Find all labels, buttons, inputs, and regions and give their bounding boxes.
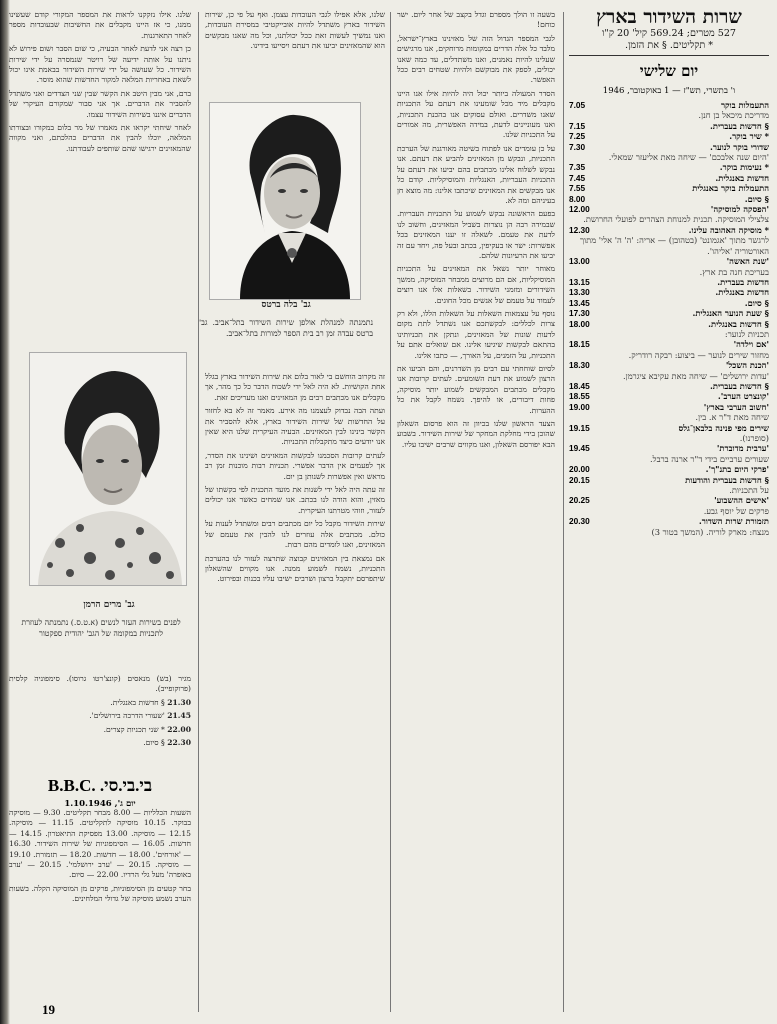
program-title: התעמלות בוקר באנגלית [692, 183, 769, 194]
column-rule [390, 12, 391, 1012]
program-item [569, 475, 769, 496]
program-description: (סופרנו). [739, 433, 769, 443]
program-description: על התכניות. [729, 485, 769, 496]
program-time: 18.45 [569, 380, 590, 391]
program-item [569, 121, 769, 131]
program-item [569, 100, 769, 121]
article-column-2: בשעה זו הולך מספרם וגדל בקצב של אחר ליום. ישר כוחם! לגבי המספר הגדול הזה של מאזינינו בארץ־ישראל, מלבד כל אלה הדרים במקומות מרוחקים, אנו מרגישים שעלינו להיות נאמנים, ואנו משתדלים, עד כמה שאנו יכולים, לספק את מבוקשם ולהיות שטחים רבים ככל האפשר. הסדר המעולה ביותר יכול היה להיות אילו אנו היינו מקבלים מיד מכל שומעינו את דעתם על התכניות שאנו משדרים. ואולם עסוקים אנו בהכנת התכניות, ואנו מעוניינים לדעת, במידה האפשרית, מה אמורים על התכניות שלנו. על כן עומדים אנו לפתוח בשיטה מאורגנת של הערכת התכניות, ונבקש מן המאזינים להביע את דעתם. אנו נבקש לשלוח אלינו מכתבים בהם יביעו את דעתם על התכניות העבריות, האנגליות והמוסיקליות. קודם כל אנו מבקשים את המאזינים שיכתבו אלינו: מה מוצא חן בעיניהם ומה לא. בפעם הראשונה נבקש לשמוע על התכניות העבריות. שבמידה רבה הן נוצרות בשביל המאזינים, וחשוב לנו לדעת את טעמם. לשאלה זו יענו המאזינים בכל אפשרות: ישר או בעקיפין, בכתב ובעל פה, ויחד עם זה יביעו את הרעיונות שלהם. מאוחר יותר נשאל את המאזינים על התכניות המוסיקליות, אם הם מרוצים ממבחר המוסיקה, ממשך השידורים ומזמני השידור. בשאלות אלו אנו רוצים לעמוד על טעמם של אנשים מכל החוגים. נוסף על עצמאות השאלות על השאלות הללו, ולא רק צרות לכללים: לבקשתכם אנו נשתדל לתת מקום לדעות שונות של המאזינים, ונתקן את תכניותינו בהתאם לבקשות שיגיעו אלינו. אם שואלים אתם על התכניות, על הזמנים, על האורך, — כתבו אלינו. לסיום שוחחתי עם רבים מן השדרנים, והם הביעו את הרצון לשמוע את דעת השומעים. לעתים קרובות אנו מקבלים מכתבים המבקשים לשמוע יותר מוסיקה, פחות דיבורים, או להיפך. נשמח לקבל את כל ההערות. הצעד הראשון שלנו בכיוון זה הוא פרסום השאלון שהוכן בידי מחלקת המחקר של שירות השידור. בשבוע הבא יפורסם השאלון, ואנו מקווים שרבים ישיבו עליו. [397, 10, 555, 449]
program-time: 18.55 [569, 391, 590, 402]
program-title: 'חשוב הערבי בארץ' [703, 401, 769, 412]
program-time: 18.15 [569, 339, 590, 350]
program-title: חדשות באנגלית. [715, 172, 769, 183]
program-list [569, 100, 769, 537]
program-description: שעורים ערביים בידי ד"ר ארנה ברבל. [650, 453, 769, 464]
program-item [569, 225, 769, 256]
program-item [569, 298, 769, 308]
program-title: § חדשות בעברית והודעות [685, 474, 769, 485]
program-item [569, 194, 769, 204]
radio-schedule-column [569, 6, 769, 1011]
portrait-woman-photo [30, 353, 186, 585]
program-title: § שעת הנוער האנגלית. [692, 308, 769, 319]
program-title: שדורי בוקר לנוער. [709, 141, 769, 152]
program-title: 'שנת האשה' [726, 256, 769, 267]
program-time: 13.30 [569, 287, 590, 298]
program-time: 18.00 [569, 318, 590, 329]
program-title: 'פרקי היום בתנ"ך'. [705, 464, 769, 475]
program-title: * שיר בוקר. [729, 131, 769, 142]
caption-name: גב' בלה ברטס [261, 300, 311, 310]
program-time: 7.35 [569, 162, 586, 173]
bbc-title: B.B.C. .בי.בי.סי [47, 776, 153, 795]
program-time: 20.15 [569, 474, 590, 485]
program-item [569, 402, 769, 423]
caption-text-miriam: לפנים בשירות העזר לנשים (א.ט.ס.) נתמנתה לעוזרת לתכניות במקומה של הגב' יהודית ספקטור [21, 618, 181, 638]
program-time: 13.00 [569, 256, 590, 267]
program-item [569, 287, 769, 297]
program-item [569, 131, 769, 141]
portrait-photo-bella [209, 102, 361, 300]
program-item [569, 162, 769, 172]
program-title: 'הכנת השכל' [725, 360, 769, 371]
program-item [569, 339, 769, 360]
photo-caption-miriam [31, 600, 187, 611]
program-time: 18.30 [569, 360, 590, 371]
program-title: § חדשות באנגלית. [708, 318, 769, 329]
program-time: 7.25 [569, 131, 586, 142]
program-time: 17.30 [569, 308, 590, 319]
program-item [569, 360, 769, 381]
portrait-woman-photo [210, 103, 360, 299]
program-description: פרקים של יוסף גבע. [703, 505, 769, 516]
bbc-text: השעות הכלליות — 8.00 מבחר תקליטים. 9.30 — מוסיקה בבוקר. 10.15 מוסיקה לתקליטים. 11.15 — מוסיקה. 12.15 — מוסיקה. 13.00 מפסיקת התיאטרון. 14.15 — חדשות. 16.05 — הסימפוניות של שירות השידור. 16.30 — 'אורחים'. 18.00 — חדשות. 18.20 — תזמורת. 19.10 — מוסיקה. 20.15 — 'ערב ירושלמי'. 20.15 — 'ערב באופרה' מעל גלי הרדיו. 22.00 — סיום. בחר קטעים מן הסימפוניות, פרקים מן המוסיקה הקלה. בשעות הערב נשמע מוסיקה של גדולי המלחינים. [9, 808, 191, 904]
program-title: חדשות באנגלית. [715, 287, 769, 298]
program-title: § סיום. [744, 193, 769, 204]
program-item [569, 183, 769, 193]
frequency-line: 527 מטרים; 569.24 קיל' 20 ק"ו [601, 28, 737, 39]
program-time: 13.45 [569, 297, 590, 308]
program-title: 'קונצרט הערב'. [717, 391, 769, 402]
program-title: שירים מפי פנינה בלבאן־גלס [678, 422, 769, 433]
program-description: 'היום שנה אלבכם' — שיחה מאת אליעזר שמאלי. [608, 152, 769, 163]
program-description: שיחה מאת ד"ר א. בין. [695, 412, 769, 423]
program-time: 7.55 [569, 183, 586, 194]
program-description: תכניות לנוער: [724, 328, 769, 339]
program-time: 7.30 [569, 141, 586, 152]
program-description: לרגשר מתוך 'אגמונט' (בטהובן) — אריה: 'ה' ה' אלי' מתוך האורטוריה 'אליהו'. [579, 235, 769, 256]
schedule-continuation: מגיר (בש) מנאסים (קונצ'רטו גרוסו). סימפוניה קלסית (פרוקופייב). 21.30 § חדשות באנגלית. 21.45 'שעורי הדרכה בירושלים'. 22.00 * שני תכניות קצרים. 22.30 § סיום. [9, 674, 191, 748]
program-description: בעריכת חנה בת ארץ. [699, 266, 769, 277]
program-time: 7.05 [569, 100, 586, 110]
program-title: 'אישים ההשבוע' [714, 495, 769, 506]
program-item [569, 381, 769, 391]
photo-caption-bella [211, 300, 361, 311]
program-item [569, 391, 769, 401]
program-time: 19.45 [569, 443, 590, 454]
program-title: * מוסיקה האהובה עלינו. [688, 224, 769, 235]
program-description: 'עדות ירושלים' — שיחה מאת עקיבא ציגרמן. [622, 370, 769, 381]
program-item [569, 277, 769, 287]
bbc-section [9, 770, 191, 809]
program-title: חדשות בעברית. [717, 276, 769, 287]
program-title: § סיום. [744, 297, 769, 308]
program-description: צלצילי המוסיקה. תכנית למנוחת הצהרים לפועלי החרושת. [583, 214, 769, 225]
program-time: 12.00 [569, 204, 590, 215]
program-time: 19.15 [569, 422, 590, 433]
legend-line: * תקליטים. § את הזמן. [624, 40, 714, 51]
program-time: 20.25 [569, 495, 590, 506]
program-time: 20.30 [569, 516, 590, 527]
bbc-date: יום ג', 1.10.1946 [64, 799, 136, 809]
article-column-3-top: שלנו, אלא אפילו לגבי העובדות עצמן. ואף על פי כן, שירות השידור בארץ משתדל להיות אובייקטיבי במסירת העובדות, ואנו נמשיך לעשות זאת ככל יכולתנו, וכל מה שאנו מבקשים הוא שהמאזינים יביעו את דעתם ויסייעו בידינו. [205, 10, 385, 51]
masthead-title: שרות השידור בארץ [596, 6, 742, 28]
program-item [569, 464, 769, 474]
program-time: 7.15 [569, 120, 586, 131]
caption-text-bella: נתמנתה למנהלת אולפן שירות השידור בתל־אביב. גב' ברטס עבדה זמן רב בית הספר למורות בתל־אביב. [199, 318, 373, 338]
program-title: § חדשות בעברית. [710, 380, 769, 391]
program-title: התעמלות בוקר [720, 100, 769, 110]
caption-name: גב' מרים הרמן [83, 600, 135, 610]
program-description: מחזור שירים לנוער — ביצוע: רבקה רודריק. [628, 349, 769, 360]
program-description: מדריכת מיכאל בן חנן. [698, 110, 769, 121]
divider [569, 55, 769, 56]
program-item [569, 173, 769, 183]
column-rule [563, 12, 564, 1012]
day-title: יום שלישי [639, 62, 699, 80]
article-column-3-bottom: זה מקרוב הוחשם בי לאור בלום את שירות השידור בארץ בגלל אחת הקושיות. לא היה לאל ידי לשכוח הדבר כל כך מהר, אך מקבלים אנו מכתבים רבים מן המאזינים ואנו מעריכים זאת. ועתה הבה נבדוק לעצמנו מה אירע. מאמר זה לא בא לחזור על החדשות של שירות השידור בארץ, אלא להסביר את הקשר בינינו לבין המאזינים. הבעיה העיקרית שלנו היא שאין אנו יודעים כיצד מתקבלות התכניות. לעתים קרובות הסכמנו לבקשות המאזינים ושינינו את הסדר, אך לפעמים אין הדבר אפשרי. תכניות רבות מוכנות זמן רב מראש ואין אפשרות לשנותן בן יום. זה עתה היה לאל ידי לשנות את מועד התכנית לפי בקשתו של מאזין, והוא הודה לנו בכתב. אנו שמחים כאשר אנו יכולים לעזור, וזוהי מטרתנו העיקרית. שירות השידור מקבל כל יום מכתבים רבים ומשתדל לענות על כולם. מכתבים אלה עוזרים לנו להבין את טעמם של המאזינים, ואנו לומדים מהם רבות. אם נמצאת בין המאזינים קבוצה שתרצה לעזור לנו בהערכת התכניות, נשמח לשמוע ממנה. אנו מקווים שהשאלון שיתפרסם יתקבל ברצון ושרבים ישיבו עליו בכנות ובפירוט. [205, 372, 385, 584]
program-item [569, 443, 769, 464]
program-title: 'ערבית מדוברת' [716, 443, 769, 454]
article-column-4-top: שלנו. אילו נזקקנו לראות את המספר המקורי קודם שעשינו ממנו, כי אז היינו מקבלים את החשיבות שבעובדות מספר לאחר התארגנות. כן רצה אני לדעת לאחר הבעיה, כי שום הסבר ושום פירוש לא ניתנו על אותה ידיעה של רויטר שנמסרה על ידי שירות השידור. כל שעושה על ידי שירות השידור בבאמת אינו יכול לשאת באחריות המלאה למקור החדשות שהוא מוסר. ברם, אני מבין היטב את הקשר שבין שני הצדדים ואני משתדל להסביר את הדברים. אך אני סבור שמקורם העיקרי של הדברים איננו בשירות השידור עצמו. לאחר שיחתי יקראו את מאמרו של מר בלום במקורו ובצורתו המלאה, יוכלו להבין את הדברים כהלכתם, ואני מקווה שהמאזינים ירגישו שהם שותפים לעבודתנו. [9, 10, 191, 153]
portrait-photo-miriam [29, 352, 187, 586]
program-time: 8.00 [569, 193, 586, 204]
program-item [569, 204, 769, 225]
column-rule [198, 12, 199, 1012]
program-time: 20.00 [569, 464, 590, 475]
program-item [569, 256, 769, 277]
program-item [569, 308, 769, 318]
date-line: ו' בתשרי, תש"ז — 1 באוקטובר, 1946 [602, 86, 736, 96]
program-description: מנצח: מארק לוריה. (המשך בטור 3) [651, 526, 769, 537]
program-item [569, 423, 769, 444]
program-time: 13.15 [569, 276, 590, 287]
program-title: 'אם וילדה' [733, 339, 769, 350]
program-title: תזמורת שרות השדור. [698, 516, 769, 527]
program-item [569, 319, 769, 340]
program-item [569, 142, 769, 163]
program-title: § חדשות בעברית. [710, 120, 769, 131]
program-time: 12.30 [569, 224, 590, 235]
program-time: 7.45 [569, 172, 586, 183]
program-item [569, 516, 769, 537]
program-title: * נעימות בוקר. [719, 162, 769, 173]
page-number: 19 [42, 1002, 55, 1017]
program-item [569, 495, 769, 516]
program-title: 'הפסקה למוסיקה' [710, 204, 769, 215]
program-time: 19.00 [569, 401, 590, 412]
